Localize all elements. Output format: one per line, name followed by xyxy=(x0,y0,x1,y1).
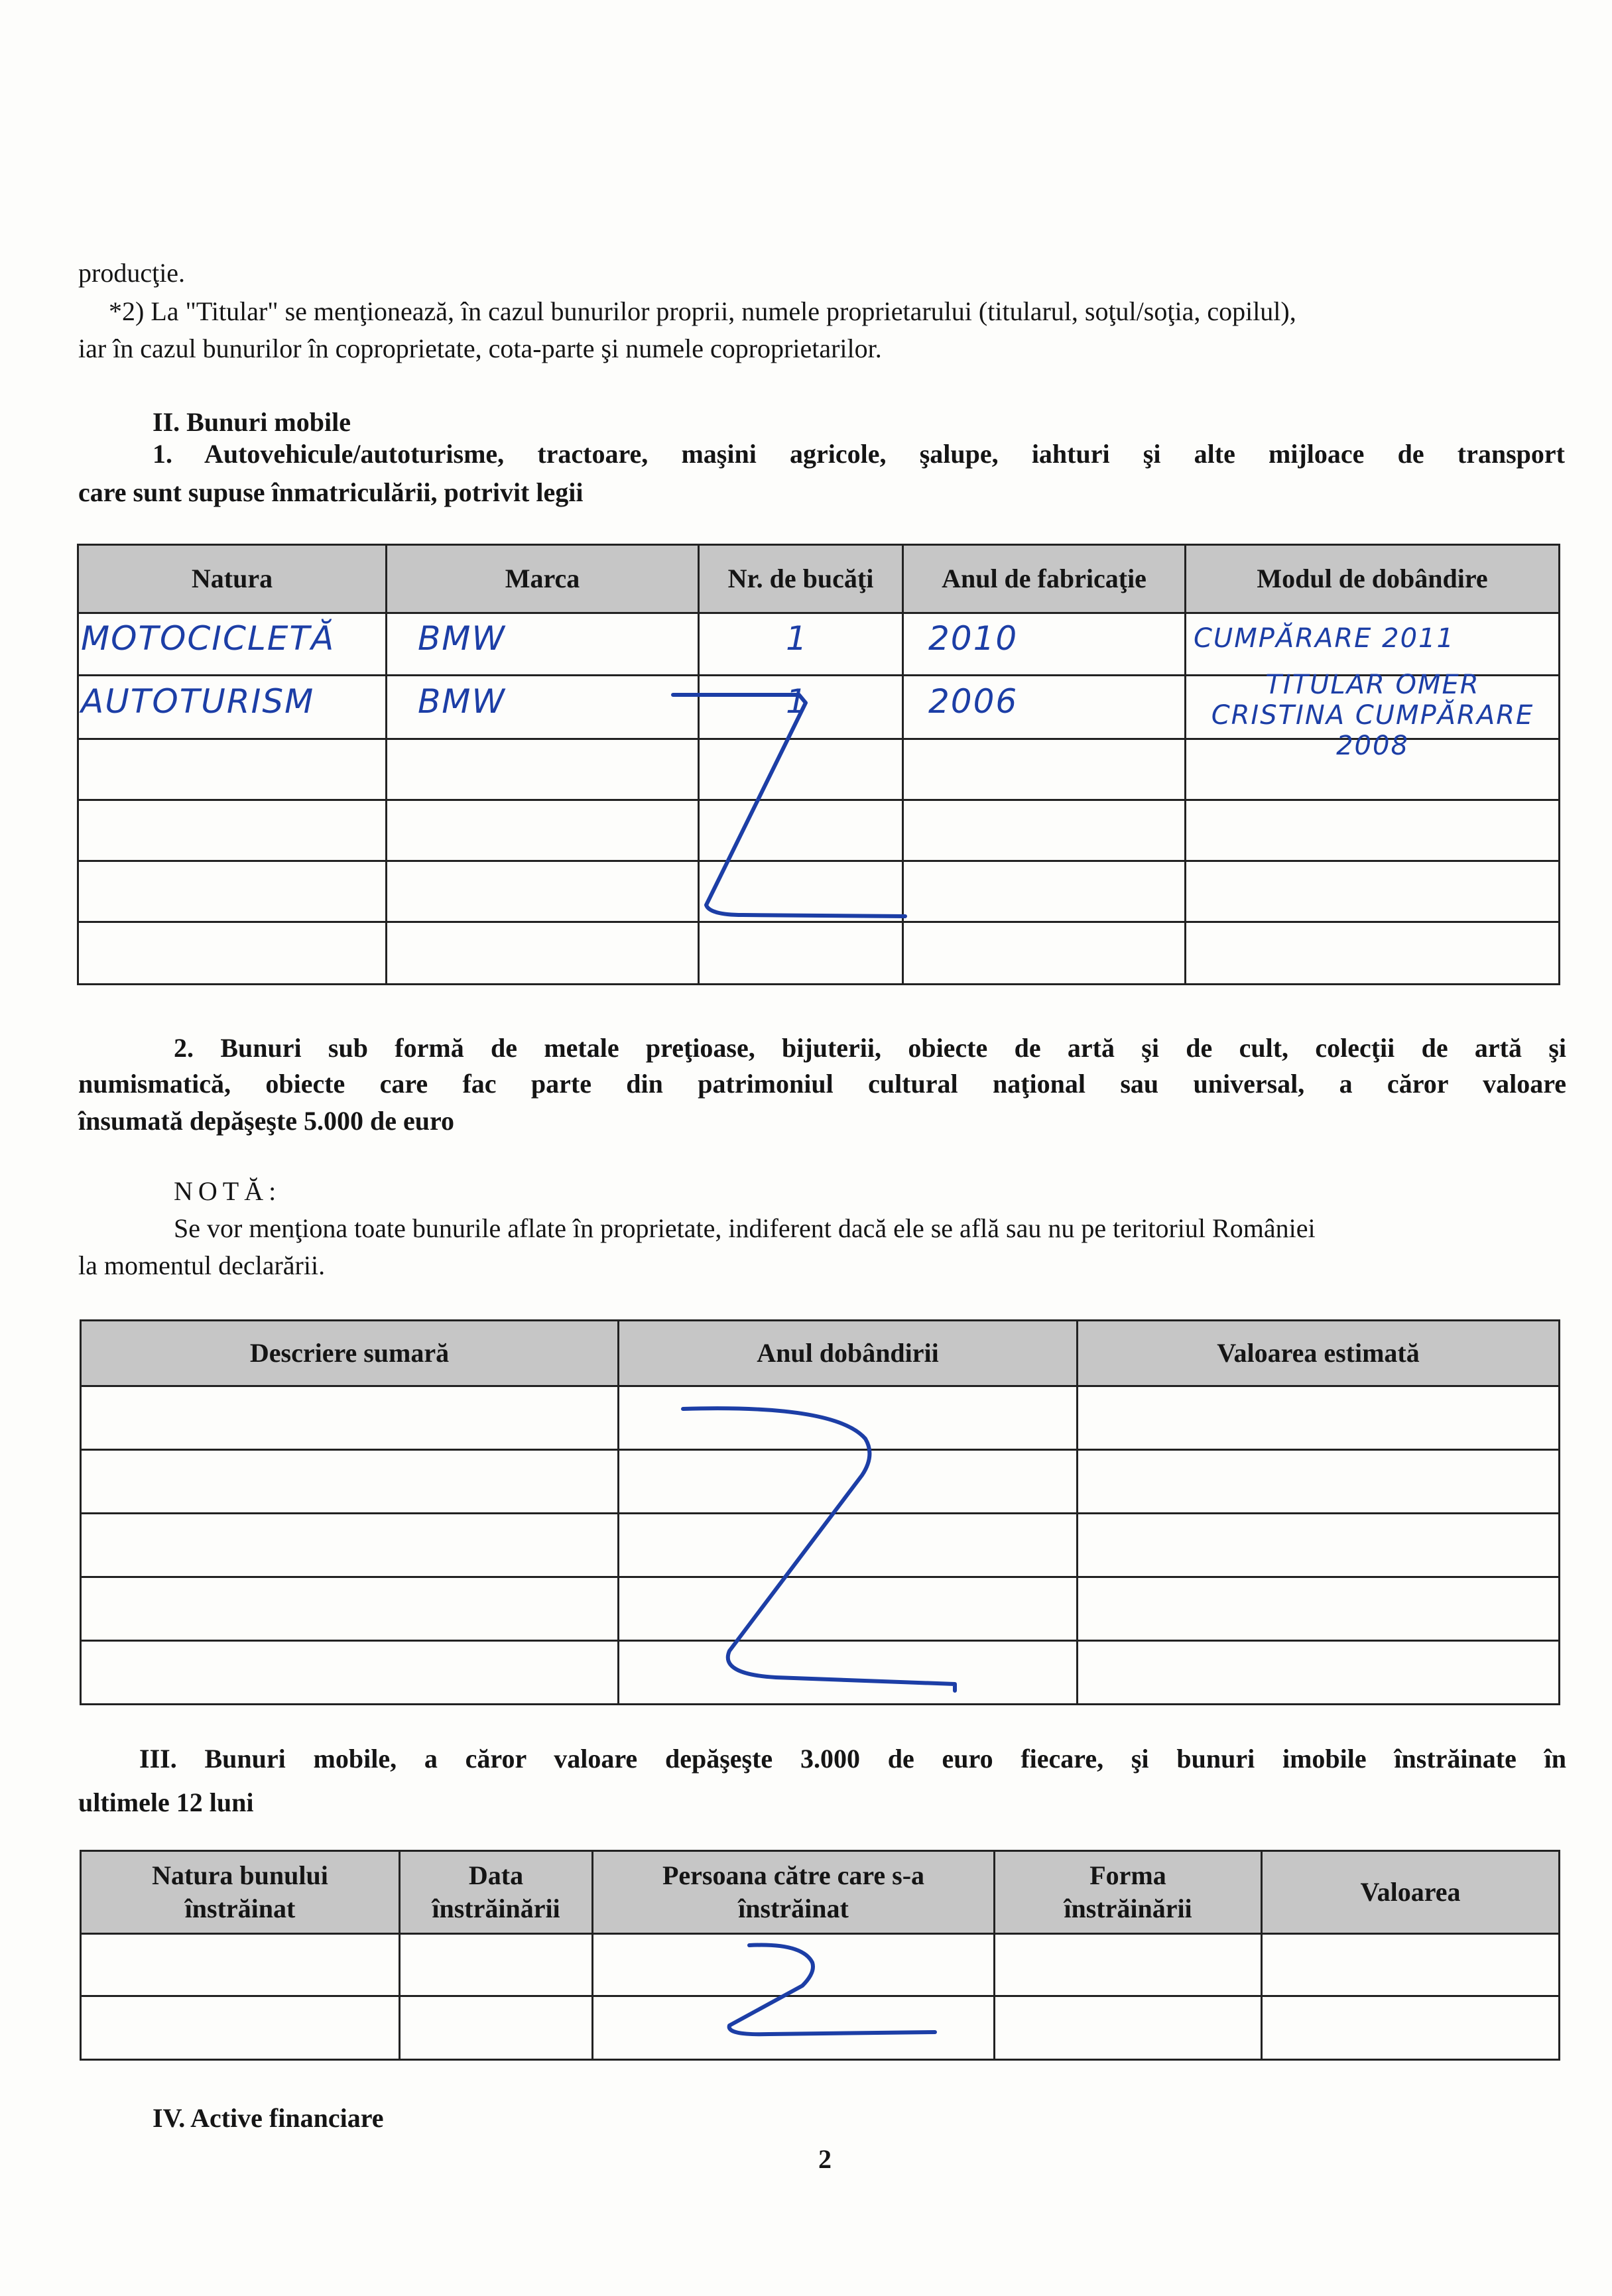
col-header-natura-bunului: Natura bunului înstrăinat xyxy=(81,1851,400,1934)
handwritten-an-row-1: 2010 xyxy=(928,619,1019,658)
handwritten-bucati-row-2: 1 xyxy=(786,682,808,721)
section-heading-financial-assets: IV. Active financiare xyxy=(153,2103,384,2133)
handwritten-bucati-row-1: 1 xyxy=(786,619,808,658)
col-header-forma-instrainarii: Forma înstrăinării xyxy=(995,1851,1262,1934)
col-header-modul-dobandire: Modul de dobândire xyxy=(1186,545,1560,613)
note-title: NOTĂ: xyxy=(174,1176,282,1206)
handwritten-marca-row-2: BMW xyxy=(418,682,506,721)
strikethrough-z-mark-table3 xyxy=(716,1936,955,2055)
strikethrough-z-mark-table2 xyxy=(676,1392,981,1697)
section-heading-alienated-assets-line-1: III. Bunuri mobile, a căror valoare depăşeşte 3.000 de euro fiecare, şi bunuri imobile înstrăinate în xyxy=(139,1744,1566,1774)
precious-goods-heading-line-1: 2. Bunuri sub formă de metale preţioase, bijuterii, obiecte de artă şi de cult, colecţii de artă şi xyxy=(174,1033,1566,1063)
precious-goods-heading-line-2: numismatică, obiecte care fac parte din patrimoniul cultural naţional sau universal, a căror valoare xyxy=(78,1069,1566,1099)
col-header-valoarea: Valoarea xyxy=(1262,1851,1560,1934)
col-header-natura: Natura xyxy=(78,545,387,613)
vehicles-heading-line-1: 1. Autovehicule/autoturisme, tractoare, maşini agricole, şalupe, iahturi şi alte mijloace de transport xyxy=(153,439,1565,469)
vehicles-heading-line-2: care sunt supuse înmatriculării, potrivit legii xyxy=(78,477,584,507)
col-header-persoana: Persoana către care s-a înstrăinat xyxy=(593,1851,995,1934)
handwritten-marca-row-1: BMW xyxy=(418,619,506,658)
section-heading-movable-assets: II. Bunuri mobile xyxy=(153,407,351,437)
handwritten-natura-row-1: MOTOCICLETĂ xyxy=(81,619,336,658)
precious-goods-heading-line-3: însumată depăşeşte 5.000 de euro xyxy=(78,1106,455,1136)
handwritten-natura-row-2: AUTOTURISM xyxy=(81,682,315,721)
note-line-2: la momentul declarării. xyxy=(78,1250,326,1280)
col-header-anul-dobandirii: Anul dobândirii xyxy=(619,1321,1078,1386)
col-header-anul-fabricatie: Anul de fabricaţie xyxy=(903,545,1186,613)
section-heading-alienated-assets-line-2: ultimele 12 luni xyxy=(78,1787,254,1817)
col-header-valoarea-estimata: Valoarea estimată xyxy=(1078,1321,1560,1386)
col-header-data-instrainarii: Data înstrăinării xyxy=(400,1851,593,1934)
page-number: 2 xyxy=(818,2144,832,2174)
col-header-descriere: Descriere sumară xyxy=(81,1321,619,1386)
intro-line-1: producţie. xyxy=(78,258,186,288)
handwritten-dobandire-row-1: CUMPĂRARE 2011 xyxy=(1194,623,1455,654)
col-header-bucati: Nr. de bucăţi xyxy=(699,545,903,613)
strikethrough-z-mark-table1 xyxy=(663,683,928,948)
intro-line-3: iar în cazul bunurilor în coproprietate, cota-parte şi numele coproprietarilor. xyxy=(78,333,882,363)
col-header-marca: Marca xyxy=(387,545,699,613)
handwritten-an-row-2: 2006 xyxy=(928,682,1019,721)
note-line-1: Se vor menţiona toate bunurile aflate în proprietate, indiferent dacă ele se află sau nu pe teritoriul României xyxy=(174,1213,1316,1243)
handwritten-dobandire-row-2: TITULAR OMER CRISTINA CUMPĂRARE 2008 xyxy=(1211,670,1534,761)
intro-line-2: *2) La "Titular" se menţionează, în cazul bunurilor proprii, numele proprietarului (titularul, soţul/soţia, copilul), xyxy=(109,296,1296,326)
